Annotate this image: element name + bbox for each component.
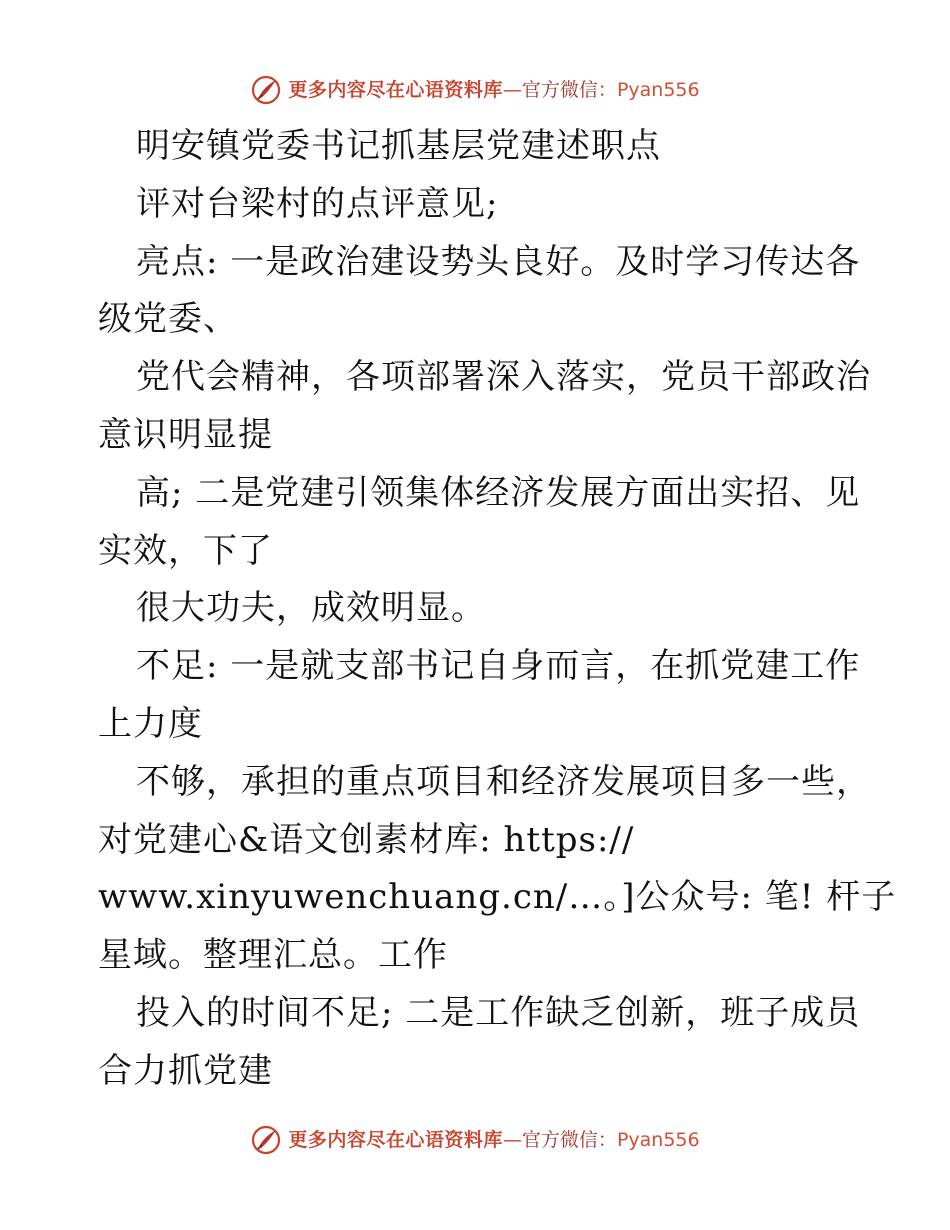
body-line: 对党建心&语文创素材库: https:// xyxy=(98,819,635,860)
body-line: 不足: 一是就支部书记自身而言，在抓党建工作 xyxy=(136,646,861,687)
body-line: 亮点: 一是政治建设势头良好。及时学习传达各 xyxy=(136,241,861,282)
header-banner xyxy=(0,70,950,110)
banner-text xyxy=(288,1120,699,1160)
banner-wechat-id: Pyan556 xyxy=(616,1129,700,1151)
document-body xyxy=(98,118,897,1101)
body-line: 级党委、 xyxy=(98,299,238,340)
body-line: 高; 二是党建引领集体经济发展方面出实招、见 xyxy=(136,472,861,513)
banner-site-name: 更多内容尽在心语资料库 xyxy=(288,1129,503,1151)
banner-separator: — xyxy=(502,79,522,101)
body-line: 意识明显提 xyxy=(98,414,273,455)
quill-pen-logo-icon xyxy=(250,1124,282,1156)
body-line: 合力抓党建 xyxy=(98,1050,273,1091)
banner-wechat-label: 官方微信： xyxy=(521,79,617,101)
body-line: 投入的时间不足; 二是工作缺乏创新，班子成员 xyxy=(136,992,861,1033)
banner-separator: — xyxy=(502,1129,522,1151)
body-line: 不够，承担的重点项目和经济发展项目多一些， xyxy=(136,761,871,802)
body-line-title: 明安镇党委书记抓基层党建述职点 xyxy=(136,126,661,166)
body-line: 上力度 xyxy=(98,703,203,744)
body-line: 评对台梁村的点评意见; xyxy=(136,183,499,224)
body-line: 很大功夫，成效明显。 xyxy=(136,588,486,629)
body-line: 星域。整理汇总。工作 xyxy=(98,935,448,976)
footer-banner xyxy=(0,1120,950,1160)
quill-pen-logo-icon xyxy=(250,74,282,106)
body-line: www.xinyuwenchuang.cn/…。]公众号: 笔! 杆子 xyxy=(98,877,897,918)
banner-wechat-label: 官方微信： xyxy=(521,1129,617,1151)
body-line: 实效，下了 xyxy=(98,530,273,571)
banner-site-name: 更多内容尽在心语资料库 xyxy=(288,79,503,101)
body-line: 党代会精神，各项部署深入落实，党员干部政治 xyxy=(136,357,871,398)
banner-text xyxy=(288,70,699,110)
banner-wechat-id: Pyan556 xyxy=(616,79,700,101)
